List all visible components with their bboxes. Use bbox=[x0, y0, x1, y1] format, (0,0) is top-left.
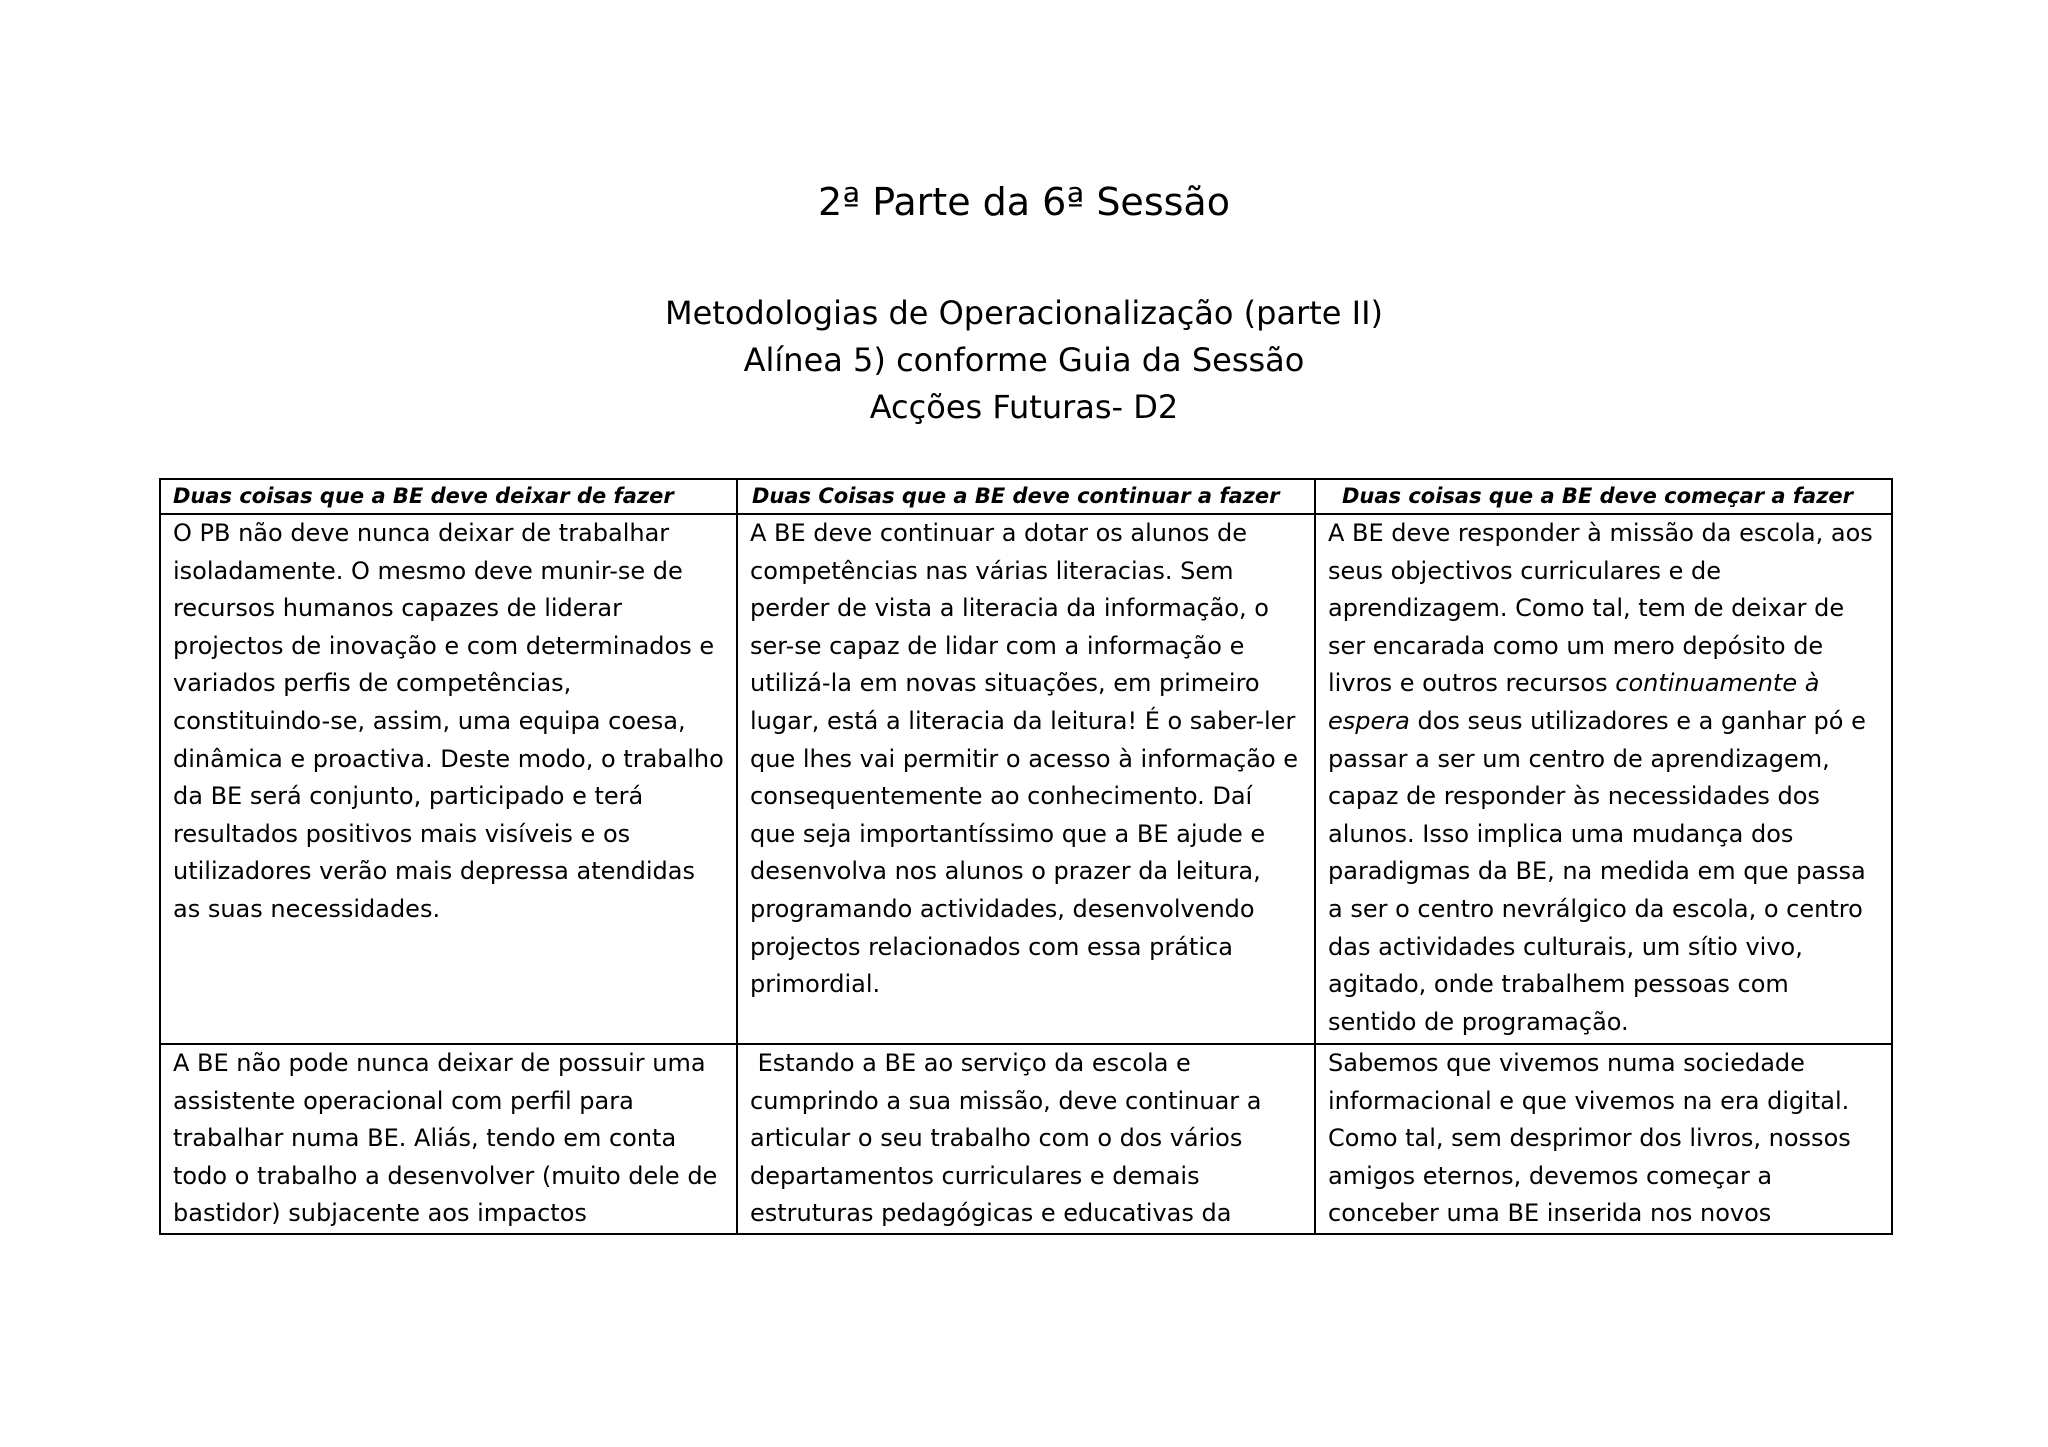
subtitle-line-future-actions: Acções Futuras- D2 bbox=[869, 388, 1179, 426]
cell-text: Sabemos que vivemos numa sociedade informacional e que vivemos na era digital. Como tal, sem desprimor dos livros, nossos amigos eternos, devemos começar a conceber uma BE inserida nos novos bbox=[1328, 1049, 1851, 1228]
actions-table bbox=[159, 478, 1893, 1235]
cell-text-part1: A BE deve responder à missão da escola, aos seus objectivos curriculares e de aprendizagem. Como tal, tem de deixar de ser encarada como um mero depósito de livros e outros recursos bbox=[1328, 519, 1873, 698]
cell-text-italic: continuamente à espera bbox=[1328, 669, 1820, 735]
table-row bbox=[160, 1044, 1892, 1234]
subtitle-block bbox=[0, 290, 2048, 431]
table-cell-continue-doing bbox=[737, 1044, 1315, 1234]
cell-text: A BE não pode nunca deixar de possuir uma assistente operacional com perfil para trabalhar numa BE. Aliás, tendo em conta todo o trabalho a desenvolver (muito dele de bastidor) subjacente aos impactos bbox=[173, 1049, 718, 1228]
header-stop-doing: Duas coisas que a BE deve deixar de fazer bbox=[160, 479, 737, 514]
table-cell-continue-doing bbox=[737, 514, 1315, 1044]
table-row bbox=[160, 514, 1892, 1044]
table-cell-stop-doing bbox=[160, 1044, 737, 1234]
cell-text-part2: dos seus utilizadores e a ganhar pó e passar a ser um centro de aprendizagem, capaz de responder às necessidades dos alunos. Isso implica uma mudança dos paradigmas da BE, na medida em que passa a ser o centro nevrálgico da escola, o centro das actividades culturais, um sítio vivo, agitado, onde trabalhem pessoas com sentido de programação. bbox=[1328, 706, 1866, 1036]
subtitle-line-methodologies: Metodologias de Operacionalização (parte II) bbox=[665, 294, 1383, 332]
page-title: 2ª Parte da 6ª Sessão bbox=[818, 180, 1230, 224]
cell-text: O PB não deve nunca deixar de trabalhar isoladamente. O mesmo deve munir-se de recursos humanos capazes de liderar projectos de inovação e com determinados e variados perfis de competências, constituindo-se, assim, uma equipa coesa, dinâmica e proactiva. Deste modo, o trabalho da BE será conjunto, participado e terá resultados positivos mais visíveis e os utilizadores verão mais depressa atendidas as suas necessidades. bbox=[173, 519, 724, 923]
header-start-doing: Duas coisas que a BE deve começar a fazer bbox=[1315, 479, 1892, 514]
table-header-row bbox=[160, 479, 1892, 514]
table-cell-start-doing bbox=[1315, 514, 1892, 1044]
table-cell-stop-doing bbox=[160, 514, 737, 1044]
cell-text bbox=[1328, 515, 1879, 1043]
header-continue-doing: Duas Coisas que a BE deve continuar a fazer bbox=[737, 479, 1315, 514]
table-cell-start-doing bbox=[1315, 1044, 1892, 1234]
cell-text: A BE deve continuar a dotar os alunos de competências nas várias literacias. Sem perder de vista a literacia da informação, o ser-se capaz de lidar com a informação e utilizá-la em novas situações, em primeiro lugar, está a literacia da leitura! É o saber-ler que lhes vai permitir o acesso à informação e consequentemente ao conhecimento. Daí que seja importantíssimo que a BE ajude e desenvolva nos alunos o prazer da leitura, programando actividades, desenvolvendo projectos relacionados com essa prática primordial. bbox=[750, 519, 1299, 999]
subtitle-line-alinea: Alínea 5) conforme Guia da Sessão bbox=[743, 341, 1305, 379]
cell-text: Estando a BE ao serviço da escola e cumprindo a sua missão, deve continuar a articular o seu trabalho com o dos vários departamentos curriculares e demais estruturas pedagógicas e educativas da bbox=[750, 1049, 1270, 1228]
